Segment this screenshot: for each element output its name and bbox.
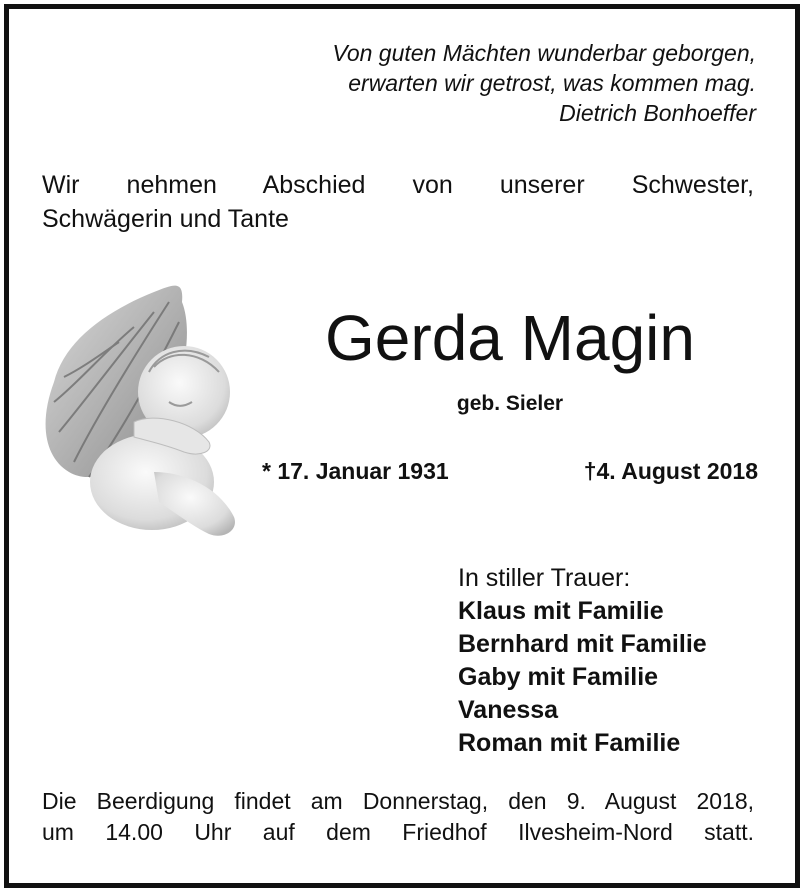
mourner-name: Gaby mit Familie (458, 663, 659, 691)
birth-name: geb. Sieler (456, 392, 564, 415)
funeral-line: um 14.00 Uhr auf dem Friedhof Ilvesheim-Nord statt. (42, 819, 754, 845)
intro-line: Wir nehmen Abschied von unserer Schwester, (42, 171, 754, 199)
death-date: †4. August 2018 (583, 458, 758, 484)
mourner-name: Vanessa (458, 696, 559, 724)
mourners-heading: In stiller Trauer: (458, 564, 631, 592)
quote-author: Dietrich Bonhoeffer (559, 100, 756, 126)
intro-text (42, 168, 754, 236)
birth-date: * 17. Januar 1931 (262, 458, 449, 484)
quote-block (196, 38, 756, 128)
quote-line: Von guten Mächten wunderbar geborgen, (332, 40, 756, 66)
mourners-block (458, 562, 778, 760)
mourner-name: Roman mit Familie (458, 729, 681, 757)
angel-icon (34, 272, 246, 548)
quote-line: erwarten wir getrost, was kommen mag. (348, 70, 756, 96)
intro-line: Schwägerin und Tante (42, 205, 289, 233)
deceased-name: Gerda Magin (325, 302, 695, 374)
funeral-line: Die Beerdigung findet am Donnerstag, den 9. August 2018, (42, 788, 754, 814)
mourner-name: Klaus mit Familie (458, 597, 664, 625)
funeral-info (42, 786, 754, 848)
mourner-name: Bernhard mit Familie (458, 630, 707, 658)
